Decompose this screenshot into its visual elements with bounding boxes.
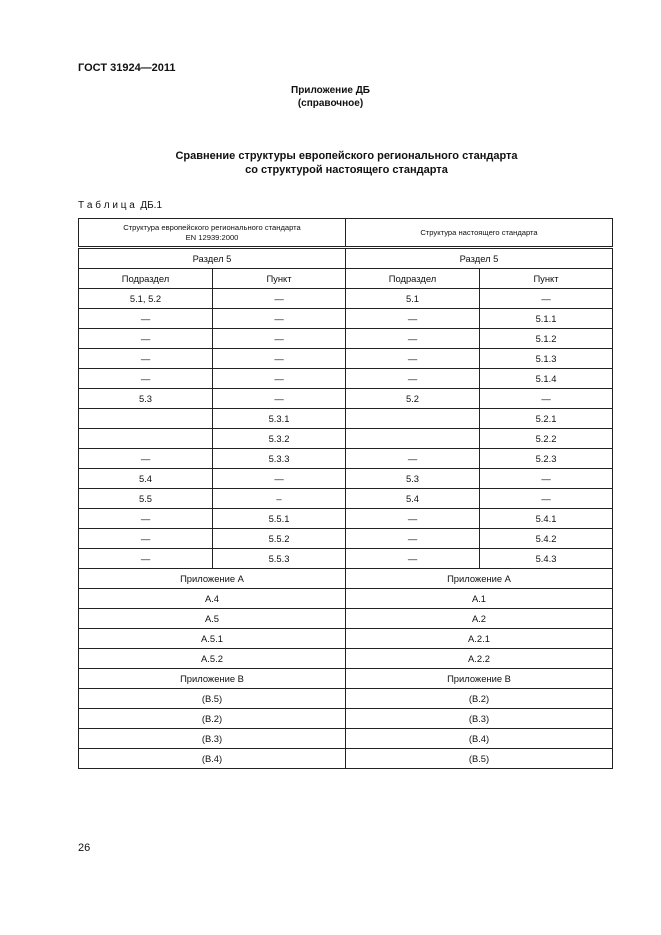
table-row [79,469,613,489]
standard-id: ГОСТ 31924—2011 [78,62,176,74]
comparison-table-body [79,219,613,769]
table-cell: 5.3.2 [213,429,346,449]
table-row [79,429,613,449]
appendix-cell: (В.4) [346,729,613,749]
appendix-cell: Приложение В [346,669,613,689]
appendix-cell: А.1 [346,589,613,609]
table-cell: 5.4 [79,469,213,489]
section-row [79,248,613,269]
table-cell: — [213,389,346,409]
table-cell [79,429,213,449]
table-row [79,349,613,369]
appendix-row [79,589,613,609]
table-cell: — [213,469,346,489]
table-cell: — [346,329,480,349]
table-row [79,329,613,349]
table-cell: 5.3.1 [213,409,346,429]
appendix-cell: (В.3) [346,709,613,729]
table-cell: — [79,309,213,329]
appendix-row [79,689,613,709]
table-cell: — [79,509,213,529]
appendix-row [79,569,613,589]
table-cell [346,429,480,449]
subheader-row [79,269,613,289]
table-row [79,389,613,409]
table-cell: — [213,289,346,309]
table-header-row [79,219,613,248]
comparison-table [78,218,613,769]
table-row [79,549,613,569]
table-cell: 5.1, 5.2 [79,289,213,309]
appendix-cell: (В.5) [346,749,613,769]
appendix-cell: А.5 [79,609,346,629]
appendix-cell: (В.2) [346,689,613,709]
column-header-european-line2: EN 12939:2000 [185,232,239,242]
table-cell: 5.2.1 [480,409,613,429]
table-cell: — [480,489,613,509]
appendix-cell: Приложение В [79,669,346,689]
page-number: 26 [78,842,91,854]
appendix-title: Приложение ДБ [291,85,370,96]
appendix-cell: А.4 [79,589,346,609]
table-cell: 5.3 [79,389,213,409]
table-cell: — [480,389,613,409]
table-cell: 5.1 [346,289,480,309]
subheader-cell: Подраздел [79,269,213,289]
table-cell: 5.5.1 [213,509,346,529]
heading-line-2: со структурой настоящего стандарта [245,164,448,176]
appendix-cell: А.2.1 [346,629,613,649]
table-cell: 5.2 [346,389,480,409]
appendix-cell: (В.2) [79,709,346,729]
table-cell: 5.1.2 [480,329,613,349]
table-cell: — [213,349,346,369]
appendix-cell: (В.4) [79,749,346,769]
table-cell: 5.4.3 [480,549,613,569]
table-cell: — [346,549,480,569]
table-cell: — [79,449,213,469]
table-cell: — [480,469,613,489]
table-cell: 5.4 [346,489,480,509]
appendix-cell: Приложение А [346,569,613,589]
table-cell: — [79,329,213,349]
table-cell: 5.5 [79,489,213,509]
column-header-european [79,219,346,248]
subheader-cell: Пункт [480,269,613,289]
table-cell: 5.4.1 [480,509,613,529]
subheader-cell: Подраздел [346,269,480,289]
table-cell: 5.1.1 [480,309,613,329]
heading-line-1: Сравнение структуры европейского регионального стандарта [175,150,518,162]
table-cell: — [213,329,346,349]
table-cell: 5.3.3 [213,449,346,469]
table-row [79,409,613,429]
section-left: Раздел 5 [79,248,346,269]
table-cell: 5.5.2 [213,529,346,549]
table-cell: — [79,529,213,549]
table-row [79,449,613,469]
table-cell: – [213,489,346,509]
table-cell: — [346,369,480,389]
appendix-row [79,609,613,629]
table-cell: — [346,349,480,369]
appendix-row [79,629,613,649]
table-row [79,529,613,549]
table-cell: 5.5.3 [213,549,346,569]
table-cell [346,409,480,429]
table-cell [79,409,213,429]
table-cell: — [79,349,213,369]
table-cell: 5.3 [346,469,480,489]
table-row [79,309,613,329]
subheader-cell: Пункт [213,269,346,289]
appendix-cell: А.5.2 [79,649,346,669]
table-cell: — [346,449,480,469]
appendix-cell: Приложение А [79,569,346,589]
appendix-row [79,749,613,769]
appendix-subtitle: (справочное) [297,98,364,109]
table-cell: 5.2.3 [480,449,613,469]
appendix-label [0,84,661,110]
appendix-row [79,729,613,749]
table-cell: 5.1.4 [480,369,613,389]
table-cell: — [346,309,480,329]
table-cell: — [213,369,346,389]
appendix-cell: А.5.1 [79,629,346,649]
table-cell: — [79,549,213,569]
table-cell: 5.2.2 [480,429,613,449]
column-header-european-line1: Структура европейского регионального стандарта [123,222,301,232]
table-row [79,289,613,309]
appendix-cell: А.2.2 [346,649,613,669]
table-row [79,369,613,389]
column-header-national: Структура настоящего стандарта [346,219,613,248]
table-cell: — [346,509,480,529]
appendix-row [79,649,613,669]
document-heading [0,149,661,177]
table-cell: 5.1.3 [480,349,613,369]
appendix-row [79,669,613,689]
table-cell: — [213,309,346,329]
appendix-cell: (В.5) [79,689,346,709]
section-right: Раздел 5 [346,248,613,269]
table-caption: Т а б л и ц а ДБ.1 [78,200,163,211]
table-cell: 5.4.2 [480,529,613,549]
table-cell: — [346,529,480,549]
appendix-cell: А.2 [346,609,613,629]
appendix-cell: (В.3) [79,729,346,749]
table-row [79,489,613,509]
table-cell: — [79,369,213,389]
table-row [79,509,613,529]
table-cell: — [480,289,613,309]
appendix-row [79,709,613,729]
